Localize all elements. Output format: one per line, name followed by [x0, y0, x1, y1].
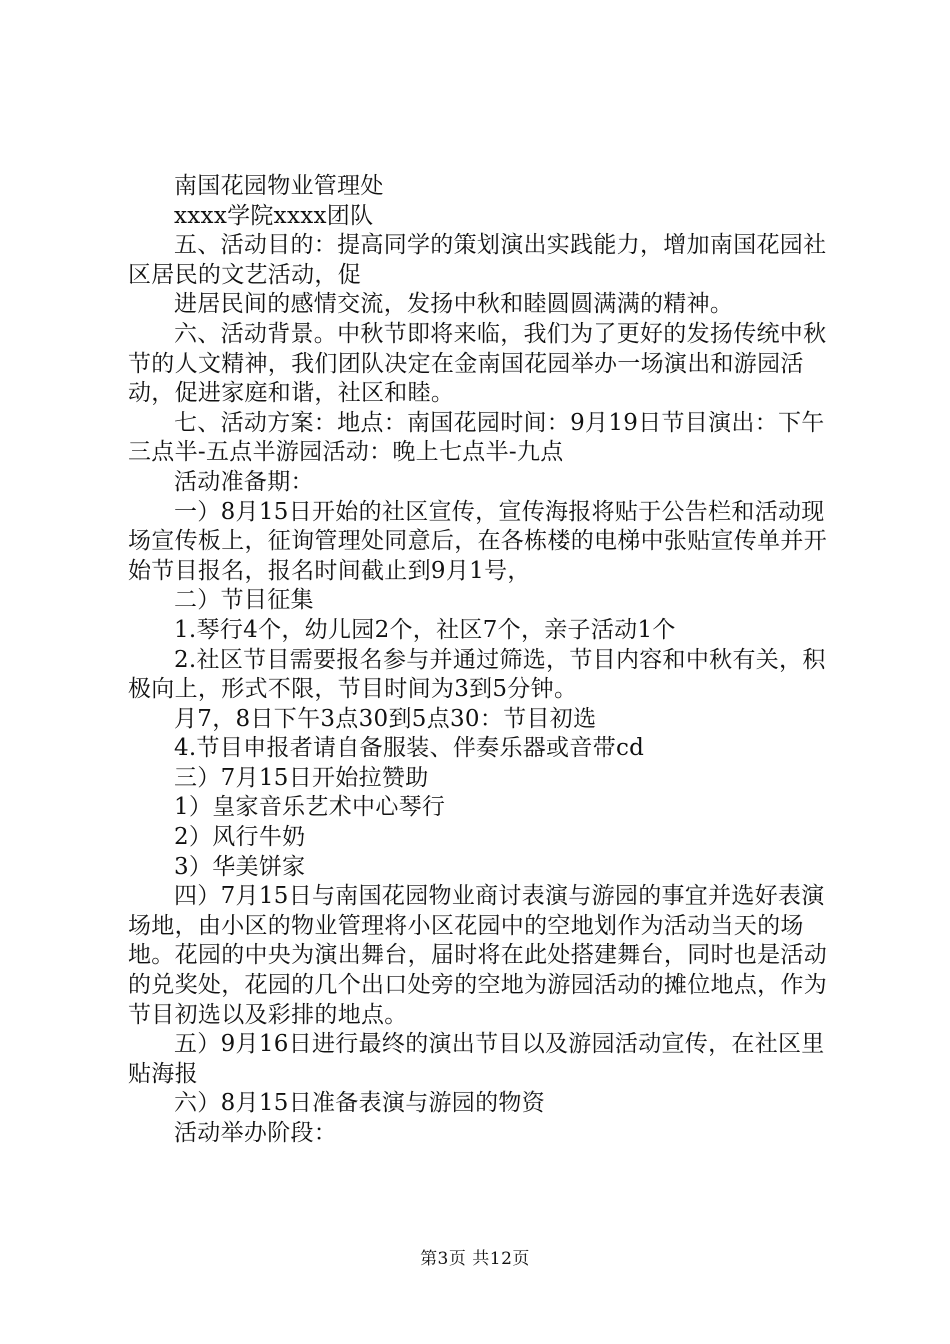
paragraph-sponsorship: 三）7月15日开始拉赞助	[174, 764, 429, 791]
paragraph-prep-period: 活动准备期：	[174, 468, 314, 495]
paragraph-activity-goal: 五、活动目的：提高同学的策划演出实践能力，增加南国花园社区居民的文艺活动，促	[128, 232, 827, 288]
paragraph-activity-goal-cont: 进居民间的感情交流，发扬中秋和睦圆圆满满的精神。	[174, 291, 734, 318]
paragraph-community-promo: 一）8月15日开始的社区宣传，宣传海报将贴于公告栏和活动现场宣传板上，征询管理处同意后，在各栋楼的电梯中张贴宣传单并开始节目报名，报名时间截止到9月1号，	[128, 498, 827, 584]
document-body	[128, 172, 838, 1149]
paragraph-event-stage: 活动举办阶段：	[174, 1120, 338, 1146]
paragraph-sponsor-2: 2）风行牛奶	[174, 824, 306, 851]
paragraph-final-promo: 五）9月16日进行最终的演出节目以及游园活动宣传，在社区里贴海报	[128, 1031, 825, 1087]
paragraph-program-collection: 二）节目征集	[174, 587, 314, 614]
paragraph-sponsor-1: 1）皇家音乐艺术中心琴行	[174, 794, 446, 821]
paragraph-sponsor-3: 3）华美饼家	[174, 853, 306, 880]
page-footer: 第3页 共12页	[420, 1249, 530, 1269]
paragraph-venue-planning: 四）7月15日与南国花园物业商讨表演与游园的事宜并选好表演场地，由小区的物业管理将小区花园中的空地划作为活动当天的场地。花园的中央为演出舞台，届时将在此处搭建舞台，同时也是活动的兑奖处，花园的几个出口处旁的空地为游园活动的摊位地点，作为节目初选以及彩排的地点。	[128, 883, 827, 1028]
paragraph-program-count: 1.琴行4个，幼儿园2个，社区7个，亲子活动1个	[174, 616, 676, 643]
paragraph-property-office: 南国花园物业管理处	[174, 173, 384, 199]
paragraph-program-rules: 2.社区节目需要报名参与并通过筛选，节目内容和中秋有关，积极向上，形式不限，节目时间为3到5分钟。	[128, 646, 826, 703]
paragraph-materials: 六）8月15日准备表演与游园的物资	[174, 1090, 545, 1117]
paragraph-team: xxxx学院xxxx团队	[174, 202, 374, 229]
paragraph-preselection: 月7，8日下午3点30到5点30：节目初选	[174, 705, 597, 732]
paragraph-activity-plan: 七、活动方案：地点：南国花园时间：9月19日节目演出：下午三点半-五点半游园活动：晚上七点半-九点	[128, 409, 825, 466]
paragraph-activity-background: 六、活动背景。中秋节即将来临，我们为了更好的发扬传统中秋节的人文精神，我们团队决定在金南国花园举办一场演出和游园活动，促进家庭和谐，社区和睦。	[128, 320, 827, 407]
paragraph-costume-note: 4.节目申报者请自备服装、伴奏乐器或音带cd	[174, 735, 645, 762]
